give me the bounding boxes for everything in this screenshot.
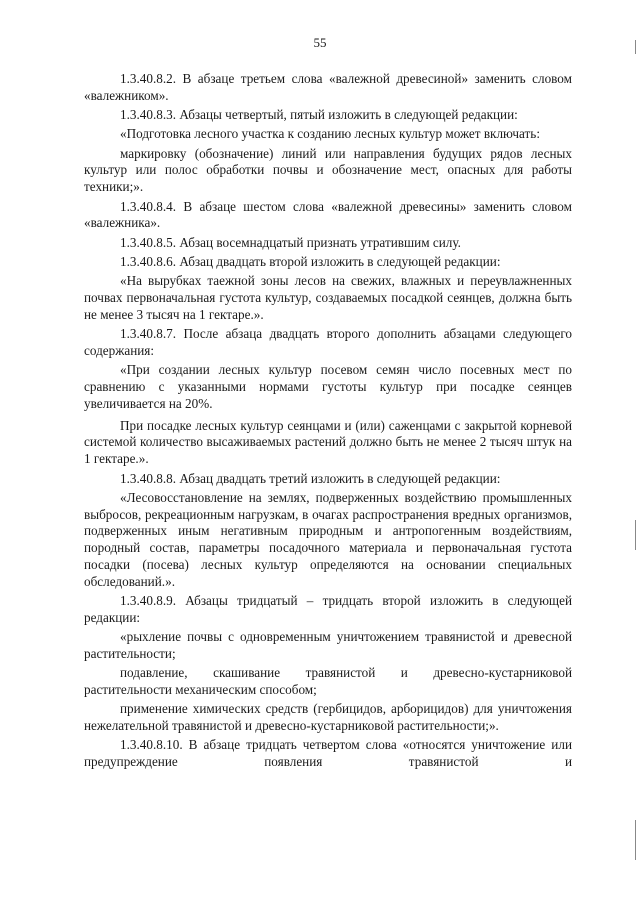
paragraph-16: подавление, скашивание травянистой и древесно-кустарниковой растительности механическим способом; [84, 665, 572, 698]
paragraph-13: «Лесовосстановление на землях, подверженных воздействию промышленных выбросов, рекреационным нагрузкам, в очагах распространения вредных организмов, подверженных иным негативным природным и антропогенным воздействиям, породный состав, параметры посадочного материала и первоначальная густота посадки (посева) лесных культур определяются на основании специальных обследований.». [84, 489, 572, 589]
paragraph-7: 1.3.40.8.6. Абзац двадцать второй изложить в следующей редакции: [120, 253, 501, 269]
paragraph-12: 1.3.40.8.8. Абзац двадцать третий изложить в следующей редакции: [120, 470, 501, 486]
paragraph-14: 1.3.40.8.9. Абзацы тридцатый – тридцать второй изложить в следующей редакции: [84, 593, 572, 625]
document-body [84, 71, 572, 774]
page-number: 55 [313, 35, 327, 50]
paragraph-18: 1.3.40.8.10. В абзаце тридцать четвертом слова «относятся уничтожение или предупреждение появления травянистой и [84, 737, 572, 770]
paragraph-10: «При создании лесных культур посевом семян число посевных мест по сравнению с указанными нормами густоты культур при посадке сеянцев увеличивается на 20%. [84, 362, 572, 411]
paragraph-11: При посадке лесных культур сеянцами и (или) саженцами с закрытой корневой системой количество высаживаемых растений должно быть не менее 2 тысяч штук на 1 гектаре.». [84, 417, 572, 467]
scan-edge-mark [635, 820, 636, 860]
paragraph-4: маркировку (обозначение) линий или направления будущих рядов лесных культур или полос обработки почвы и обозначение мест, опасных для работы техники;». [84, 145, 572, 195]
paragraph-9: 1.3.40.8.7. После абзаца двадцать второго дополнить абзацами следующего содержания: [84, 326, 572, 358]
paragraph-15: «рыхление почвы с одновременным уничтожением травянистой и древесной растительности; [84, 629, 572, 661]
paragraph-3: «Подготовка лесного участка к созданию лесных культур может включать: [120, 126, 540, 142]
paragraph-1: 1.3.40.8.2. В абзаце третьем слова «валежной древесиной» заменить словом «валежником». [84, 71, 572, 103]
scan-edge-mark [635, 520, 636, 550]
paragraph-17: применение химических средств (гербицидов, арборицидов) для уничтожения нежелательной травянистой и древесно-кустарниковой растительности;». [84, 701, 572, 734]
paragraph-6: 1.3.40.8.5. Абзац восемнадцатый признать утратившим силу. [120, 234, 461, 250]
scan-edge-mark [635, 40, 636, 54]
paragraph-8: «На вырубках таежной зоны лесов на свежих, влажных и переувлажненных почвах первоначальная густота культур, создаваемых посадкой сеянцев, должна быть не менее 3 тысяч на 1 гектаре.». [84, 273, 572, 322]
paragraph-5: 1.3.40.8.4. В абзаце шестом слова «валежной древесины» заменить словом «валежника». [84, 198, 572, 231]
paragraph-2: 1.3.40.8.3. Абзацы четвертый, пятый изложить в следующей редакции: [120, 107, 518, 123]
